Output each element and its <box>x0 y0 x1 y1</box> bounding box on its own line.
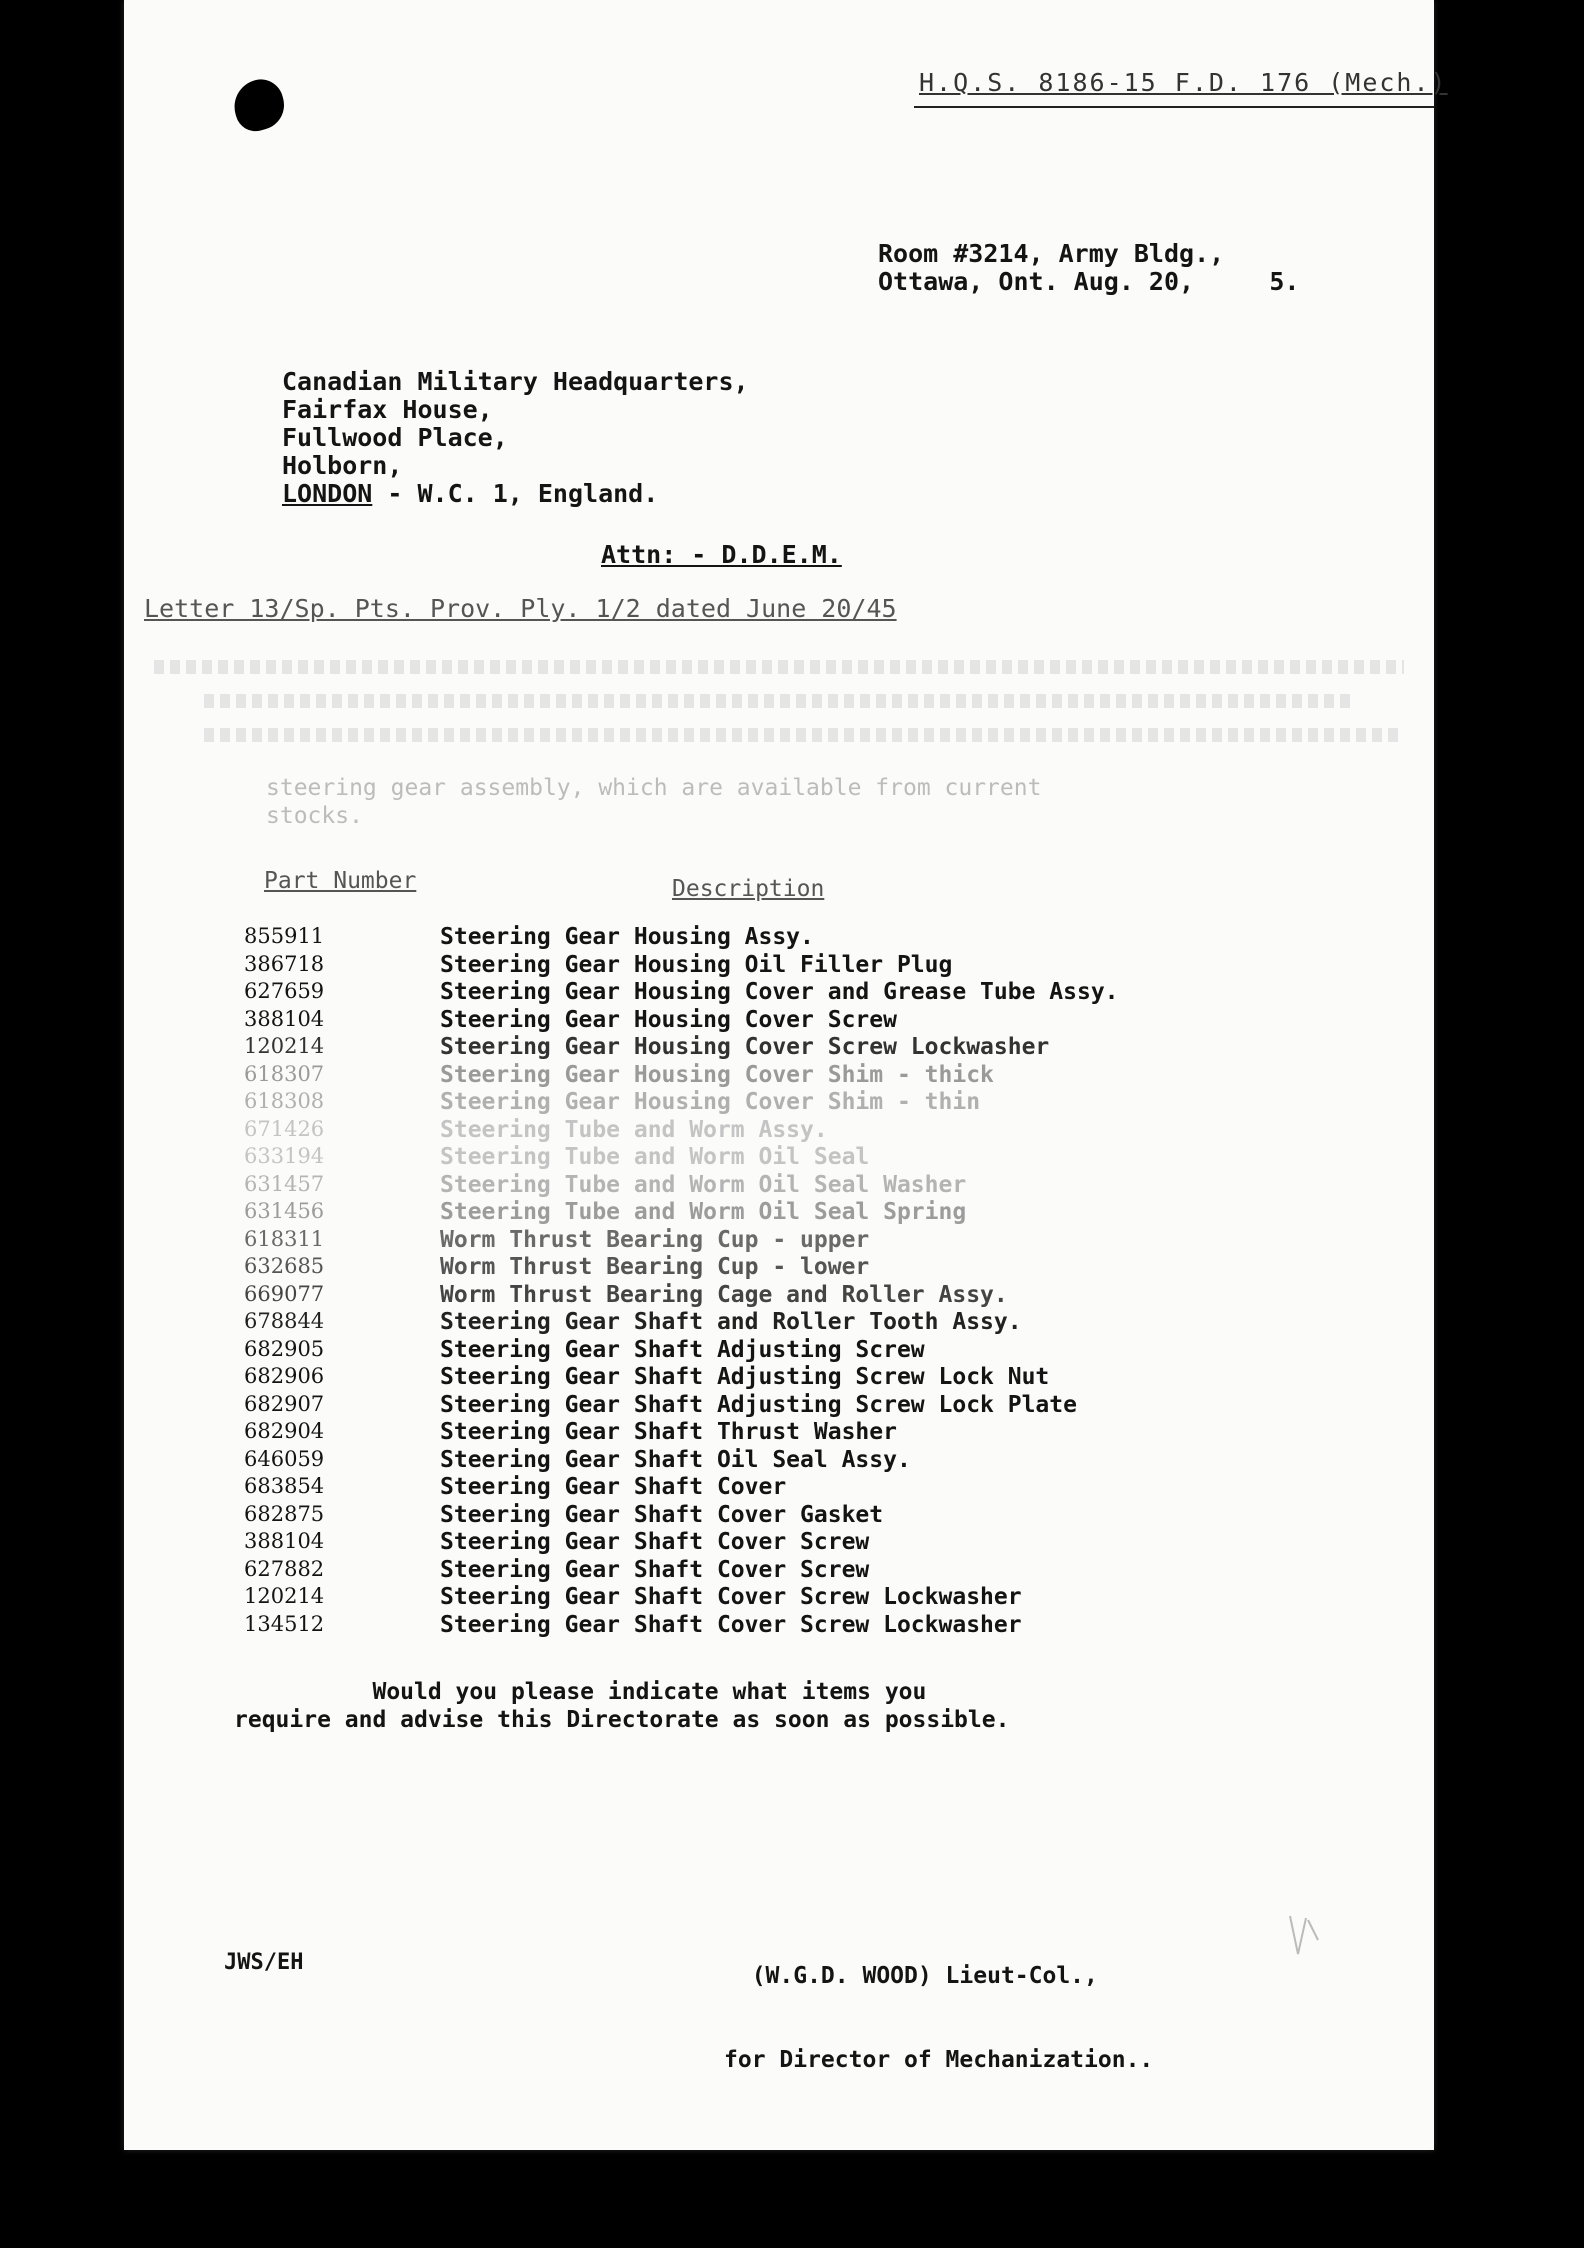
part-description: Steering Gear Shaft and Roller Tooth Assy. <box>440 1309 1022 1335</box>
sender-date-line: Ottawa, Ont. Aug. 20, 5. <box>878 267 1300 296</box>
part-description: Steering Gear Housing Oil Filler Plug <box>440 951 953 978</box>
description-header: Description <box>672 876 825 902</box>
part-number: 682905 <box>244 1336 325 1361</box>
parts-row <box>244 1117 1344 1145</box>
part-description: Steering Gear Housing Cover Shim - thin <box>440 1089 981 1115</box>
part-description: Steering Gear Shaft Cover Gasket <box>440 1501 884 1528</box>
file-reference: H.Q.S. 8186-15 F.D. 176 (Mech.) <box>919 68 1448 97</box>
parts-row <box>244 1447 1344 1475</box>
parts-row <box>244 1199 1344 1227</box>
parts-row <box>244 1419 1344 1447</box>
signature-block <box>724 1906 1153 2130</box>
recipient-postcode: - W.C. 1, England. <box>372 479 659 508</box>
part-description: Steering Gear Shaft Thrust Washer <box>440 1419 897 1445</box>
parts-row <box>244 1034 1344 1062</box>
part-number: 682904 <box>244 1419 325 1443</box>
part-description: Steering Gear Housing Cover Shim - thick <box>440 1061 994 1088</box>
parts-row <box>244 1007 1344 1035</box>
file-reference-rule <box>914 106 1434 108</box>
part-description: Steering Tube and Worm Oil Seal Spring <box>440 1199 967 1225</box>
parts-row <box>244 1364 1344 1392</box>
faded-paragraph <box>154 660 1404 770</box>
intro-paragraph <box>266 774 1041 830</box>
part-description: Steering Tube and Worm Oil Seal <box>440 1144 870 1170</box>
closing-paragraph <box>234 1678 1009 1734</box>
part-number: 388104 <box>244 1529 325 1553</box>
part-number: 627882 <box>244 1556 325 1581</box>
part-number: 682907 <box>244 1391 325 1416</box>
parts-row <box>244 1089 1344 1117</box>
parts-row <box>244 924 1344 952</box>
part-number: 120214 <box>244 1034 325 1058</box>
recipient-address <box>282 368 749 508</box>
recipient-city-line <box>282 480 749 508</box>
part-number: 646059 <box>244 1446 325 1471</box>
closing-line: require and advise this Directorate as soon as possible. <box>234 1707 1010 1733</box>
part-description: Steering Gear Housing Cover Screw Lockwasher <box>440 1034 1050 1060</box>
part-description: Worm Thrust Bearing Cup - upper <box>440 1226 870 1253</box>
part-description: Steering Gear Shaft Adjusting Screw Lock Plate <box>440 1391 1077 1418</box>
part-number: 678844 <box>244 1309 325 1333</box>
parts-row <box>244 979 1344 1007</box>
part-number: 683854 <box>244 1474 325 1498</box>
parts-row <box>244 1612 1344 1640</box>
part-number: 633194 <box>244 1144 325 1168</box>
part-number: 631457 <box>244 1171 325 1196</box>
part-number: 669077 <box>244 1281 325 1306</box>
parts-row <box>244 1584 1344 1612</box>
parts-row <box>244 1529 1344 1557</box>
parts-row <box>244 1557 1344 1585</box>
pencil-mark <box>1284 1910 1324 1960</box>
part-number: 134512 <box>244 1611 325 1636</box>
parts-row <box>244 1309 1344 1337</box>
parts-table <box>244 924 1344 1639</box>
part-description: Steering Gear Shaft Adjusting Screw Lock Nut <box>440 1364 1050 1390</box>
recipient-line: Fairfax House, <box>282 395 493 424</box>
parts-row <box>244 952 1344 980</box>
parts-row <box>244 1474 1344 1502</box>
part-description: Worm Thrust Bearing Cup - lower <box>440 1254 870 1280</box>
part-description: Steering Gear Shaft Cover <box>440 1474 787 1500</box>
part-description: Steering Gear Housing Cover and Grease Tube Assy. <box>440 979 1119 1005</box>
closing-line: Would you please indicate what items you <box>234 1679 927 1705</box>
part-number: 120214 <box>244 1584 325 1608</box>
part-number: 631456 <box>244 1199 325 1223</box>
part-number: 682875 <box>244 1501 325 1526</box>
parts-row <box>244 1392 1344 1420</box>
recipient-line: Holborn, <box>282 451 403 480</box>
part-description: Steering Gear Housing Assy. <box>440 924 814 950</box>
part-number: 618307 <box>244 1061 325 1086</box>
part-number: 386718 <box>244 951 325 976</box>
recipient-city: LONDON <box>282 479 373 508</box>
part-number: 632685 <box>244 1254 325 1278</box>
parts-row <box>244 1227 1344 1255</box>
parts-row <box>244 1282 1344 1310</box>
letter-page <box>124 0 1448 2150</box>
part-number: 388104 <box>244 1006 325 1031</box>
parts-row <box>244 1172 1344 1200</box>
part-number: 618308 <box>244 1089 325 1113</box>
sender-address-line: Room #3214, Army Bldg., <box>878 239 1225 268</box>
signature-name: (W.G.D. WOOD) Lieut-Col., <box>724 1963 1098 1989</box>
parts-row <box>244 1062 1344 1090</box>
part-number: 682906 <box>244 1364 325 1388</box>
part-number-header: Part Number <box>264 868 417 894</box>
part-description: Steering Gear Shaft Cover Screw <box>440 1556 870 1583</box>
typist-initials: JWS/EH <box>224 1950 304 1975</box>
part-description: Steering Gear Housing Cover Screw <box>440 1006 897 1033</box>
part-description: Steering Gear Shaft Adjusting Screw <box>440 1336 925 1363</box>
letter-reference: Letter 13/Sp. Pts. Prov. Ply. 1/2 dated June 20/45 <box>144 594 897 623</box>
parts-row <box>244 1502 1344 1530</box>
attention-line: Attn: - D.D.E.M. <box>601 540 842 569</box>
part-number: 855911 <box>244 924 325 948</box>
recipient-line: Fullwood Place, <box>282 423 508 452</box>
parts-row <box>244 1337 1344 1365</box>
part-number: 618311 <box>244 1226 325 1251</box>
part-description: Steering Gear Shaft Oil Seal Assy. <box>440 1446 911 1473</box>
parts-row <box>244 1144 1344 1172</box>
intro-line: steering gear assembly, which are available from current <box>266 775 1042 801</box>
part-description: Steering Gear Shaft Cover Screw <box>440 1529 870 1555</box>
part-description: Steering Tube and Worm Assy. <box>440 1116 828 1143</box>
parts-row <box>244 1254 1344 1282</box>
recipient-line: Canadian Military Headquarters, <box>282 367 749 396</box>
part-description: Steering Gear Shaft Cover Screw Lockwasher <box>440 1584 1022 1610</box>
part-description: Steering Tube and Worm Oil Seal Washer <box>440 1171 967 1198</box>
sender-address <box>878 240 1299 296</box>
part-number: 627659 <box>244 979 325 1003</box>
intro-line: stocks. <box>266 803 363 829</box>
part-description: Steering Gear Shaft Cover Screw Lockwasher <box>440 1611 1022 1638</box>
part-number: 671426 <box>244 1116 325 1141</box>
signature-title: for Director of Mechanization.. <box>724 2047 1154 2073</box>
part-description: Worm Thrust Bearing Cage and Roller Assy. <box>440 1281 1008 1308</box>
ink-blot <box>228 74 289 135</box>
